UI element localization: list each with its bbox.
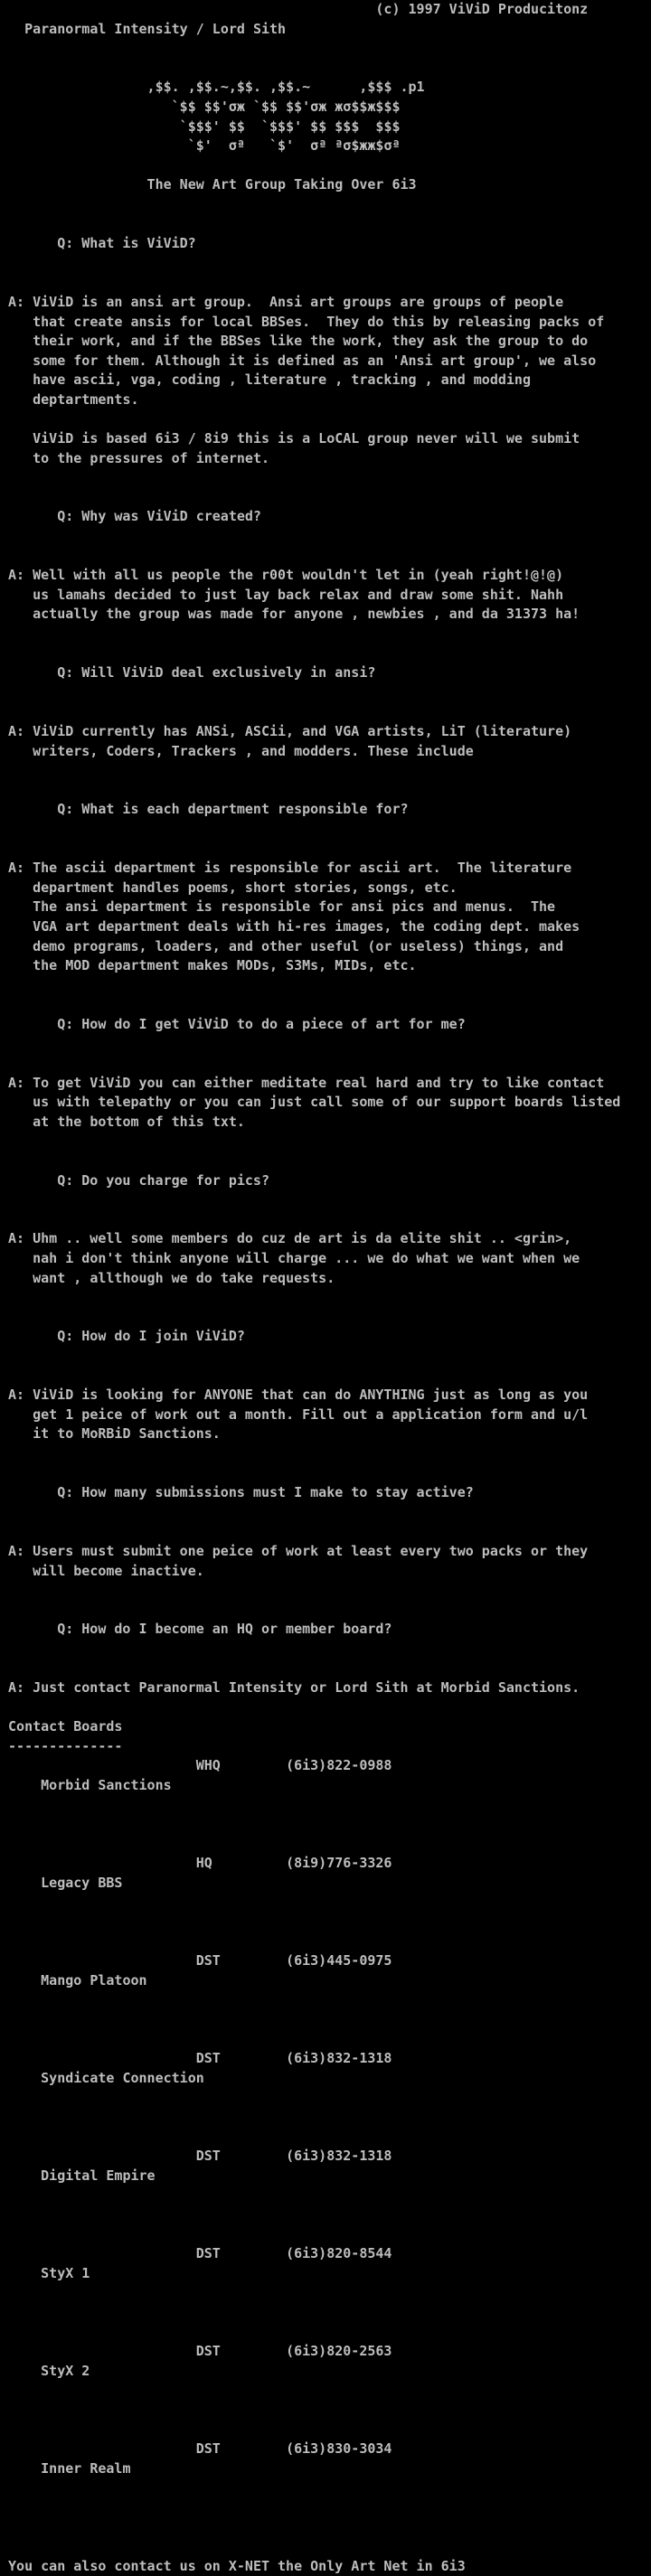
logo-ascii-line: `$' σª `$' σª ªσ$жж$σª — [187, 137, 401, 155]
question-prefix: Q: — [57, 1328, 74, 1345]
board-role: DST — [195, 2148, 221, 2165]
question-text: How do I join ViViD? — [81, 1328, 245, 1345]
board-name: Morbid Sanctions — [41, 1777, 172, 1794]
board-name: Legacy BBS — [41, 1875, 123, 1891]
faq-answer-line: want , allthough we do take requests. — [33, 1269, 335, 1286]
faq-answer-line: demo programs, loaders, and other useful (or useless) things, and — [33, 937, 564, 954]
logo-ascii-line: `$$ $$'σж `$$ $$'σж жσ$$ж$$$ — [171, 98, 401, 115]
answer-prefix: A: — [8, 1230, 25, 1247]
faq-answer-line: that create ansis for local BBSes. They do this by releasing packs of — [33, 313, 605, 330]
faq-answer-line — [0, 1678, 651, 1698]
faq-answer-line: their work, and if the BBSes like the work, they ask the group to do — [33, 333, 589, 350]
faq-answer-line: have ascii, vga, coding , literature , tracking , and modding — [33, 371, 531, 389]
faq-answer-line: to the pressures of internet. — [33, 449, 270, 466]
board-phone: (6i3)820-8544 — [286, 2245, 392, 2262]
answer-prefix: A: — [8, 1387, 25, 1404]
faq-answer-line: The ansi department is responsible for ansi pics and menus. The — [33, 898, 556, 916]
board-name: Syndicate Connection — [41, 2069, 204, 2086]
faq-item — [0, 995, 651, 1132]
contact-boards-table — [0, 1756, 651, 2537]
faq-answer-line — [0, 859, 651, 879]
board-name: Inner Realm — [41, 2459, 131, 2477]
answer-text: ViViD currently has ANSi, ASCii, and VGA artists, LiT (literature) — [33, 722, 572, 739]
faq-answer — [0, 566, 651, 625]
board-role: DST — [195, 2245, 221, 2262]
answer-text: ViViD is looking for ANYONE that can do ANYTHING just as long as you — [33, 1387, 589, 1404]
faq-item — [0, 781, 651, 976]
contact-boards-title: Contact Boards — [8, 1718, 123, 1735]
faq-answer-line: some for them. Although it is defined as an 'Ansi art group', we also — [33, 352, 597, 369]
contact-boards-underline: -------------- — [8, 1737, 123, 1754]
answer-prefix: A: — [8, 722, 25, 739]
question-prefix: Q: — [57, 1015, 74, 1032]
faq-answer-line: the MOD department makes MODs, S3Ms, MIDs, etc. — [33, 957, 417, 974]
faq-item — [0, 1308, 651, 1444]
question-text: What is each department responsible for? — [81, 801, 409, 818]
tagline: The New Art Group Taking Over 6i3 — [146, 176, 417, 193]
contact-board-row — [0, 1756, 651, 1854]
contact-board-row — [0, 2147, 651, 2244]
contact-boards-section — [0, 1717, 651, 2537]
question-prefix: Q: — [57, 508, 74, 525]
faq-answer-line: department handles poems, short stories, songs, etc. — [33, 879, 458, 896]
question-text: What is ViViD? — [81, 235, 196, 252]
contact-board-row — [0, 2244, 651, 2342]
board-name: Digital Empire — [41, 2167, 156, 2184]
faq-answer-line: us with telepathy or you can just call some of our support boards listed — [33, 1094, 621, 1111]
answer-prefix: A: — [8, 293, 25, 310]
contact-board-row — [0, 1854, 651, 1951]
question-prefix: Q: — [57, 801, 74, 818]
vivid-ascii-logo — [0, 78, 651, 155]
faq-question — [0, 995, 651, 1054]
contact-board-row — [0, 2440, 651, 2537]
title-bar — [0, 0, 651, 59]
logo-ascii-line: `$$$' $$ `$$$' $$ $$$ $$$ — [179, 118, 401, 135]
faq-answer — [0, 1229, 651, 1288]
board-phone: (6i3)830-3034 — [286, 2440, 392, 2458]
faq-item — [0, 215, 651, 469]
faq-answer-line — [0, 293, 651, 313]
faq-item — [0, 1152, 651, 1288]
answer-text: Just contact Paranormal Intensity or Lord Sith at Morbid Sanctions. — [33, 1679, 580, 1697]
board-name: StyX 1 — [41, 2264, 90, 2281]
contact-board-row — [0, 2049, 651, 2147]
faq-answer — [0, 722, 651, 761]
faq-answer-line — [0, 1386, 651, 1406]
answer-text: The ascii department is responsible for ascii art. The literature — [33, 860, 572, 877]
question-text: How many submissions must I make to stay active? — [81, 1484, 474, 1501]
faq-answer-line: us lamahs decided to just lay back relax and draw some shit. Nahh — [33, 586, 564, 603]
board-role: DST — [195, 2050, 221, 2067]
faq-item — [0, 1464, 651, 1582]
faq-question — [0, 1601, 651, 1659]
faq-answer-line — [0, 1542, 651, 1562]
board-phone: (6i3)445-0975 — [286, 1952, 392, 1970]
faq-question — [0, 644, 651, 703]
board-name: Mango Platoon — [41, 1971, 147, 1988]
board-name: StyX 2 — [41, 2362, 90, 2379]
board-role: DST — [195, 1952, 221, 1970]
faq-question — [0, 1152, 651, 1210]
faq-answer-line: it to MoRBiD Sanctions. — [33, 1425, 221, 1443]
faq-item — [0, 488, 651, 625]
faq-answer — [0, 1386, 651, 1444]
faq-question — [0, 1464, 651, 1523]
contact-board-row — [0, 1951, 651, 2049]
answer-text: Uhm .. well some members do cuz de art is da elite shit .. <grin>, — [33, 1230, 572, 1247]
question-text: How do I get ViViD to do a piece of art for me? — [81, 1015, 466, 1032]
answer-text: Well with all us people the r00t wouldn't let in (yeah right!@!@) — [33, 567, 564, 584]
answer-text: To get ViViD you can either meditate real hard and try to like contact — [33, 1074, 605, 1091]
question-text: Do you charge for pics? — [81, 1171, 269, 1189]
question-prefix: Q: — [57, 1484, 74, 1501]
faq-question — [0, 1308, 651, 1367]
question-prefix: Q: — [57, 664, 74, 682]
faq-answer-line — [0, 722, 651, 742]
answer-text: ViViD is an ansi art group. Ansi art groups are groups of people — [33, 293, 564, 310]
faq-answer-line: writers, Coders, Trackers , and modders. These include — [33, 742, 474, 759]
question-text: How do I become an HQ or member board? — [81, 1621, 392, 1638]
logo-ascii-line: ,$$. ,$$.~,$$. ,$$.~ ,$$$ .p1 — [146, 79, 425, 96]
faq-answer-line — [0, 1074, 651, 1094]
faq-item — [0, 644, 651, 762]
answer-prefix: A: — [8, 567, 25, 584]
faq-item — [0, 1601, 651, 1698]
board-phone: (6i3)820-2563 — [286, 2343, 392, 2360]
faq-answer — [0, 293, 651, 468]
faq-answer-line: nah i don't think anyone will charge ... we do what we want when we — [33, 1250, 580, 1266]
faq-question — [0, 781, 651, 840]
faq-answer-line: will become inactive. — [33, 1562, 204, 1579]
answer-prefix: A: — [8, 860, 25, 877]
faq-question — [0, 488, 651, 547]
contact-board-row — [0, 2342, 651, 2440]
faq-answer-line — [0, 1229, 651, 1249]
board-phone: (8i9)776-3326 — [286, 1855, 392, 1872]
question-prefix: Q: — [57, 235, 74, 252]
faq-answer-line: VGA art department deals with hi-res images, the coding dept. makes — [33, 917, 580, 935]
board-phone: (6i3)832-1318 — [286, 2050, 392, 2067]
question-text: Why was ViViD created? — [81, 508, 261, 525]
document-authors: Paranormal Intensity / Lord Sith — [24, 20, 287, 37]
faq-answer — [0, 1678, 651, 1698]
footer-note: You can also contact us on X-NET the Only Art Net in 6i3 — [8, 2557, 466, 2574]
faq-answer — [0, 1074, 651, 1133]
board-role: HQ — [195, 1855, 212, 1872]
answer-prefix: A: — [8, 1074, 25, 1091]
question-prefix: Q: — [57, 1621, 74, 1638]
board-phone: (6i3)822-0988 — [286, 1757, 392, 1774]
faq-answer-line: at the bottom of this txt. — [33, 1113, 245, 1130]
faq-answer-line: actually the group was made for anyone , newbies , and da 31373 ha! — [33, 606, 580, 623]
question-text: Will ViViD deal exclusively in ansi? — [81, 664, 376, 682]
answer-prefix: A: — [8, 1542, 25, 1559]
board-role: DST — [195, 2440, 221, 2458]
question-prefix: Q: — [57, 1171, 74, 1189]
faq-answer-line — [0, 566, 651, 586]
faq-list — [0, 215, 651, 1698]
copyright-text: (c) 1997 ViViD Producitonz — [375, 1, 589, 17]
answer-prefix: A: — [8, 1679, 25, 1697]
board-role: DST — [195, 2343, 221, 2360]
answer-text: Users must submit one peice of work at least every two packs or they — [33, 1542, 589, 1559]
board-role: WHQ — [195, 1757, 221, 1774]
faq-answer-line: deptartments. — [33, 390, 139, 408]
faq-answer — [0, 859, 651, 976]
faq-answer-line: ViViD is based 6i3 / 8i9 this is a LoCAL group never will we submit — [33, 430, 580, 447]
faq-question — [0, 215, 651, 274]
blank-line — [0, 409, 651, 429]
faq-answer-line: get 1 peice of work out a month. Fill out a application form and u/l — [33, 1406, 589, 1423]
board-phone: (6i3)832-1318 — [286, 2148, 392, 2165]
